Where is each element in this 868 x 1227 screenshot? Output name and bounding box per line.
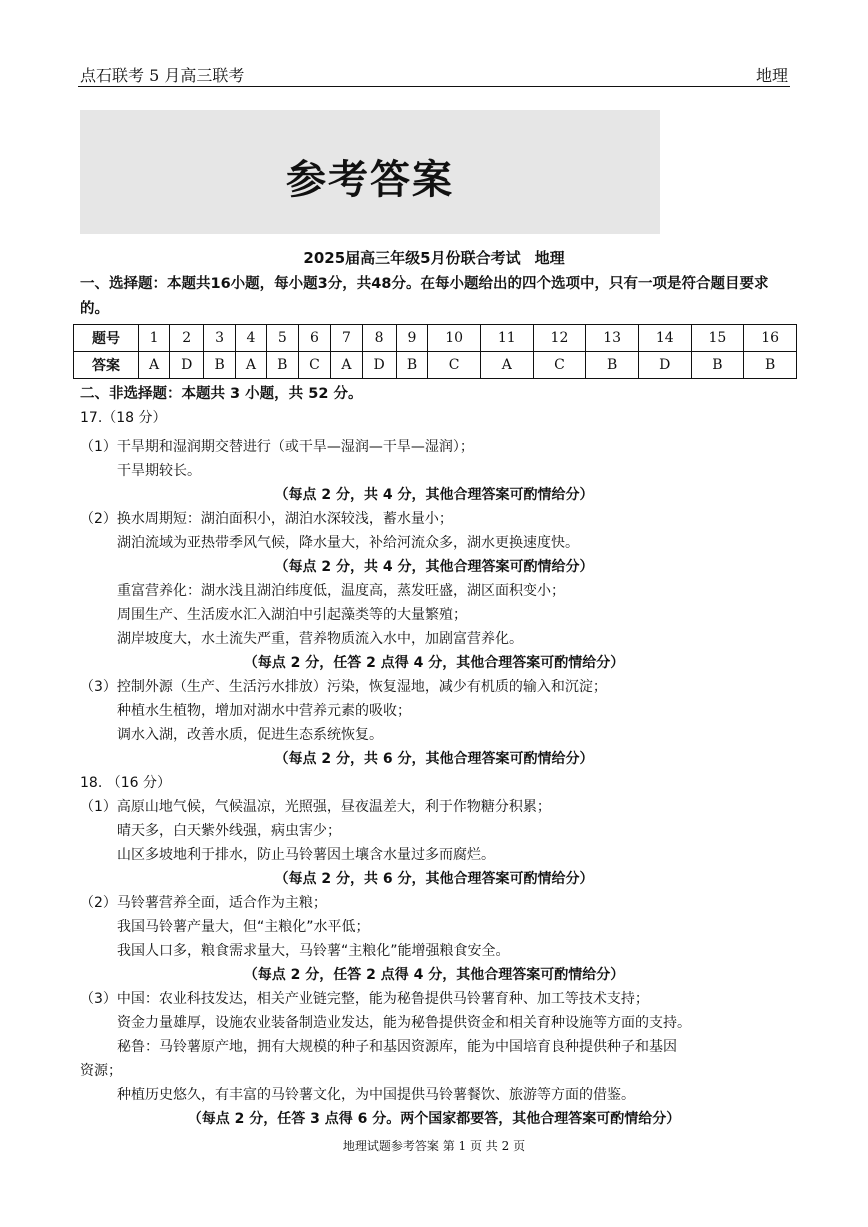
q18-part2-line: 我国人口多，粮食需求量大，马铃薯“主粮化”能增强粮食安全。 [117,943,510,959]
q18-part2-line: 我国马铃薯产量大，但“主粮化”水平低； [117,919,370,935]
q17-part1-line: 干旱期较长。 [117,463,201,479]
header-right: 地理 [755,66,788,85]
q17-part3-line: （3）控制外源（生产、生活污水排放）污染，恢复湿地，减少有机质的输入和沉淀； [80,679,607,695]
number-cell: 6 [298,325,331,352]
number-cell: 16 [744,325,797,352]
q17-scoring-note: （每点 2 分，共 4 分，其他合理答案可酌情给分） [274,559,594,575]
number-row-label: 题号 [74,325,139,352]
number-cell: 7 [331,325,362,352]
q17-scoring-note: （每点 2 分，任答 2 点得 4 分，其他合理答案可酌情给分） [243,655,625,671]
q18-scoring-note: （每点 2 分，任答 2 点得 4 分，其他合理答案可酌情给分） [243,967,625,983]
answer-cell: D [170,352,204,379]
answer-cell: B [691,352,744,379]
answer-cell: B [396,352,428,379]
number-cell: 8 [362,325,396,352]
answer-cell: D [638,352,691,379]
q18-part1-line: 山区多坡地利于排水，防止马铃薯因土壤含水量过多而腐烂。 [117,847,495,863]
q18-part3-line: （3）中国：农业科技发达，相关产业链完整，能为秘鲁提供马铃薯育种、加工等技术支持； [80,991,649,1007]
number-cell: 13 [586,325,639,352]
answer-cell: A [139,352,170,379]
q17-part3-line: 种植水生植物，增加对湖水中营养元素的吸收； [117,703,411,719]
number-cell: 10 [428,325,481,352]
banner-title: 参考答案 [286,156,454,203]
q17-scoring-note: （每点 2 分，共 6 分，其他合理答案可酌情给分） [274,751,594,767]
answer-cell: A [480,352,533,379]
q17-part2-line: 湖岸坡度大，水土流失严重，营养物质流入水中，加剧富营养化。 [117,631,523,647]
q17-part1-line: （1）干旱期和湿润期交替进行（或干旱—湿润—干旱—湿润）； [80,439,474,455]
exam-title-text: 2025届高三年级5月份联合考试 [303,249,521,267]
exam-title [0,247,868,268]
answer-cell: D [362,352,396,379]
page-footer: 地理试题参考答案 第 1 页 共 2 页 [342,1139,526,1153]
banner [80,110,660,234]
number-row [74,325,797,352]
answer-cell: A [235,352,266,379]
section1-heading-line2: 的。 [80,301,109,317]
q18-part3-line: 资金力量雄厚，设施农业装备制造业发达，能为秘鲁提供资金和相关育种设施等方面的支持。 [117,1015,691,1031]
q17-part2-line: 周围生产、生活废水汇入湖泊中引起藻类等的大量繁殖； [117,607,467,623]
number-cell: 14 [638,325,691,352]
q17-part3-line: 调水入湖，改善水质，促进生态系统恢复。 [117,727,383,743]
q18-part2-line: （2）马铃薯营养全面，适合作为主粮； [80,895,327,911]
q18-scoring-note: （每点 2 分，任答 3 点得 6 分。两个国家都要答，其他合理答案可酌情给分） [187,1111,681,1127]
number-cell: 15 [691,325,744,352]
q18-part3-line: 秘鲁：马铃薯原产地，拥有大规模的种子和基因资源库，能为中国培育良种提供种子和基因 [117,1039,677,1055]
q17-part2-line: 湖泊流域为亚热带季风气候，降水量大，补给河流众多，湖水更换速度快。 [117,535,579,551]
header-left: 点石联考 5 月高三联考 [80,66,245,85]
q18-part1-line: 晴天多，白天紫外线强，病虫害少； [117,823,341,839]
number-cell: 2 [170,325,204,352]
answer-cell: B [204,352,236,379]
q17-head: 17.（18 分） [80,410,167,426]
number-cell: 12 [533,325,586,352]
q18-part1-line: （1）高原山地气候，气候温凉，光照强，昼夜温差大，利于作物糖分积累； [80,799,551,815]
exam-subject: 地理 [534,249,565,267]
answer-cell: C [298,352,331,379]
number-cell: 11 [480,325,533,352]
number-cell: 3 [204,325,236,352]
q17-scoring-note: （每点 2 分，共 4 分，其他合理答案可酌情给分） [274,487,594,503]
q18-part3-line: 资源； [80,1063,122,1079]
q17-part2-line: （2）换水周期短：湖泊面积小，湖泊水深较浅，蓄水量小； [80,511,453,527]
section1-heading-line1: 一、选择题：本题共16小题，每小题3分，共48分。在每小题给出的四个选项中，只有一项是符合题目要求 [80,276,769,292]
number-cell: 1 [139,325,170,352]
q17-part2-line: 重富营养化：湖水浅且湖泊纬度低，温度高，蒸发旺盛，湖区面积变小； [117,583,565,599]
q18-part3-line: 种植历史悠久，有丰富的马铃薯文化，为中国提供马铃薯餐饮、旅游等方面的借鉴。 [117,1087,635,1103]
answer-table [73,324,797,379]
answer-cell: A [331,352,362,379]
q18-head: 18. （16 分） [80,775,171,791]
answer-cell: C [533,352,586,379]
number-cell: 4 [235,325,266,352]
number-cell: 5 [267,325,299,352]
q18-scoring-note: （每点 2 分，共 6 分，其他合理答案可酌情给分） [274,871,594,887]
section2-heading: 二、非选择题：本题共 3 小题，共 52 分。 [80,386,363,402]
section1-heading [80,272,795,322]
answer-cell: B [586,352,639,379]
answer-cell: C [428,352,481,379]
answer-cell: B [267,352,299,379]
answer-cell: B [744,352,797,379]
header-rule [78,86,790,87]
answer-row [74,352,797,379]
answer-row-label: 答案 [74,352,139,379]
number-cell: 9 [396,325,428,352]
